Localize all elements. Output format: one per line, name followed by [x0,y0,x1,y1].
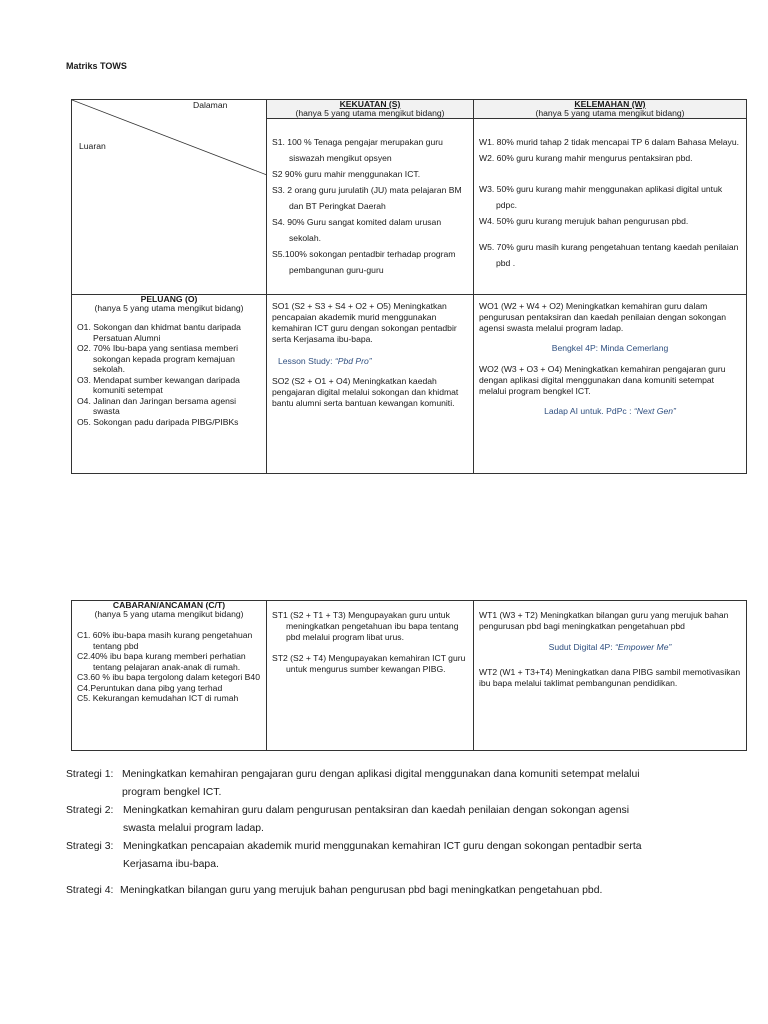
wt1-text: WT1 (W3 + T2) Meningkatkan bilangan guru yang merujuk bahan pengurusan pbd bagi meningkatkan pengetahuan pbd [479,610,729,631]
wo2-text: WO2 (W3 + O3 + O4) Meningkatkan kemahiran pengajaran guru dengan aplikasi digital menggunakan dana komuniti setempat melalui program bengkel ICT. [479,364,726,396]
so-program-1 [278,356,468,367]
wo-strategies-cell [474,295,747,474]
kelemahan-header [474,100,747,119]
ancaman-subtitle: (hanya 5 yang utama mengikut bidang) [94,609,244,619]
so-strategies-cell [267,295,474,474]
list-item: W4. 50% guru kurang merujuk bahan pengurusan pbd. [479,216,689,226]
wt2-text: WT2 (W1 + T3+T4) Meningkatkan dana PIBG sambil memotivasikan ibu bapa melalui taklimat pembangunan pendidikan. [479,667,741,688]
list-item: S4. 90% Guru sangat komited dalam urusan sekolah. [272,217,442,243]
strategy-label: Strategi 3: [66,841,114,852]
list-item: S3. 2 orang guru jurulatih (JU) mata pelajaran BM dan BT Peringkat Daerah [272,185,462,211]
list-item: C4.Peruntukan dana pibg yang terhad [77,682,223,693]
kekuatan-header [267,100,474,119]
kelemahan-list [474,119,747,295]
kekuatan-title: KEKUATAN (S) [339,99,401,109]
wo1-text: WO1 (W2 + W4 + O2) Meningkatkan kemahiran guru dalam pengurusan pentaksiran dan kaedah penilaian dengan sokongan agensi swasta melalui program ladap. [479,301,727,333]
strategy-4 [66,882,720,900]
st1-text: ST1 (S2 + T1 + T3) Mengupayakan guru untuk meningkatkan pengetahuan ibu bapa tentang pbd melalui program libat urus. [272,610,459,642]
dalaman-label: Dalaman [193,100,228,110]
kekuatan-subtitle: (hanya 5 yang utama mengikut bidang) [295,108,445,118]
st-strategies-cell [267,601,474,751]
wt-strategies-cell [474,601,747,751]
so2-text: SO2 (S2 + O1 + O4) Meningkatkan kaedah pengajaran digital melalui sokongan dan khidmat bantu alumni serta bantuan kewangan komuniti. [272,376,459,408]
peluang-cell [72,295,267,474]
strategy-list [66,766,720,900]
list-item: W3. 50% guru kurang mahir menggunakan aplikasi digital untuk pdpc. [479,184,723,210]
list-item: O2. 70% Ibu-bapa yang sentiasa memberi sokongan kepada program kemajuan sekolah. [77,343,238,374]
list-item: S1. 100 % Tenaga pengajar merupakan guru siswazah mengikut opsyen [272,137,443,163]
wt-program-name: “Empower Me” [615,642,672,652]
ancaman-cell [72,601,267,751]
list-item: S5.100% sokongan pentadbir terhadap program pembangunan guru-guru [272,249,456,275]
kelemahan-subtitle: (hanya 5 yang utama mengikut bidang) [535,108,685,118]
list-item: O5. Sokongan padu daripada PIBG/PIBKs [77,416,239,427]
st2-text: ST2 (S2 + T4) Mengupayakan kemahiran ICT guru untuk mengurus sumber kewangan PIBG. [272,653,466,674]
strategy-2 [66,802,720,838]
strategy-text: Meningkatkan kemahiran pengajaran guru dengan aplikasi digital menggunakan dana komuniti setempat melalui program bengkel ICT. [122,769,640,798]
tows-matrix-table [71,99,747,474]
list-item: O4. Jalinan dan Jaringan bersama agensi swasta [77,395,237,416]
list-item: C3.60 % ibu bapa tergolong dalam ketegori B40 [77,672,260,682]
peluang-subtitle: (hanya 5 yang utama mengikut bidang) [94,303,244,313]
ancaman-header [77,601,261,619]
strategy-text: Meningkatkan kemahiran guru dalam pengurusan pentaksiran dan kaedah penilaian dengan sokongan agensi swasta melalui program ladap. [123,805,630,834]
list-item: S2 90% guru mahir menggunakan ICT. [272,169,421,179]
corner-cell [72,100,267,295]
peluang-header [77,295,261,313]
list-item: W5. 70% guru masih kurang pengetahuan tentang kaedah penilaian pbd . [479,242,739,268]
list-item: C5. Kekurangan kemudahan ICT di rumah [77,693,239,703]
threat-matrix-table [71,600,747,751]
wo-program-2-prefix: Ladap AI untuk. PdPc : [544,406,634,416]
strategy-label: Strategi 2: [66,805,114,816]
peluang-title: PELUANG (O) [140,294,198,304]
strategy-label: Strategi 4: [66,885,114,896]
kekuatan-list [267,119,474,295]
so-program-1-prefix: Lesson Study: [278,356,335,366]
kelemahan-title: KELEMAHAN (W) [574,99,646,109]
list-item: C1. 60% ibu-bapa masih kurang pengetahuan tentang pbd [77,630,253,651]
wo-program-1: Bengkel 4P: Minda Cemerlang [551,343,669,353]
luaran-label: Luaran [79,141,106,151]
document-title: Matriks TOWS [66,61,127,71]
list-item: O3. Mendapat sumber kewangan daripada komuniti setempat [77,374,240,395]
list-item: O1. Sokongan dan khidmat bantu daripada Persatuan Alumni [77,322,241,343]
list-item: W2. 60% guru kurang mahir mengurus pentaksiran pbd. [479,153,693,163]
strategy-label: Strategi 1: [66,769,114,780]
strategy-text: Meningkatkan pencapaian akademik murid menggunakan kemahiran ICT guru dengan sokongan pentadbir serta Kerjasama ibu-bapa. [123,841,642,870]
so1-text: SO1 (S2 + S3 + S4 + O2 + O5) Meningkatkan pencapaian akademik murid menggunakan kemahiran ICT guru dengan sokongan pentadbir serta Kerjasama ibu-bapa. [272,301,457,344]
list-item: C2.40% ibu bapa kurang memberi perhatian tentang pelajaran anak-anak di rumah. [77,651,246,672]
strategy-1 [66,766,720,802]
wt-program [479,642,741,653]
wo-program-2-name: “Next Gen” [633,406,676,416]
wt-program-prefix: Sudut Digital 4P: [548,642,616,652]
strategy-3 [66,838,720,874]
strategy-text: Meningkatkan bilangan guru yang merujuk bahan pengurusan pbd bagi meningkatkan pengetahuan pbd. [120,885,603,896]
so-program-1-name: “Pbd Pro” [334,356,372,366]
ancaman-title: CABARAN/ANCAMAN (C/T) [112,600,226,610]
list-item: W1. 80% murid tahap 2 tidak mencapai TP 6 dalam Bahasa Melayu. [479,137,740,147]
wo-program-2 [479,406,741,417]
